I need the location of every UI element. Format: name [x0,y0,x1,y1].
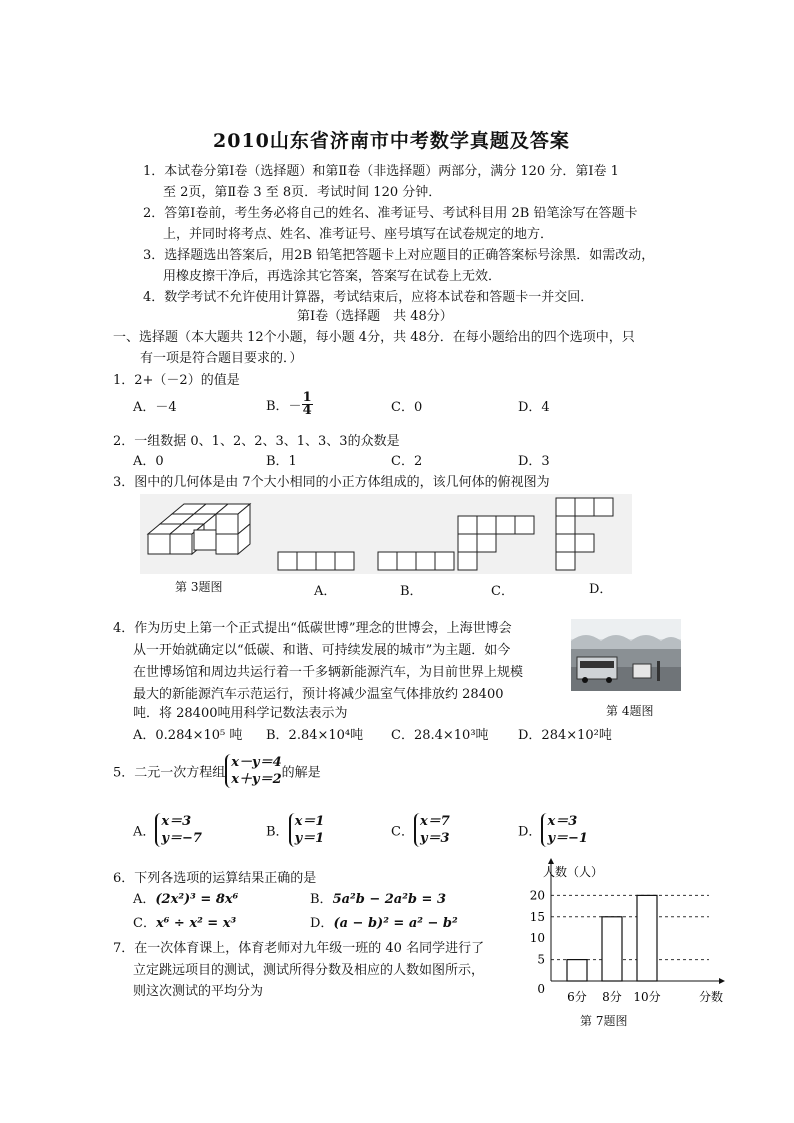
bar-8分 [602,917,622,981]
q5-option-d [518,813,588,847]
q4-line: 4．作为历史上第一个正式提出“低碳世博”理念的世博会，上海世博会 [113,621,512,636]
q5-option-d-line1: x＝3 [547,814,578,829]
q5-option-c-system [414,813,450,847]
q1-option-b-label: B．－ [266,399,302,414]
q2-option-d: D．3 [518,454,550,469]
q6-option-d-label: D． [310,916,334,931]
q5-option-b-system [289,813,325,847]
y-tick-label: 0 [537,982,545,996]
q6-option-c [133,913,236,934]
y-axis-arrow [548,858,554,864]
q6-option-b-label: B． [310,892,333,907]
q5-option-c-line2: y＝3 [419,831,450,846]
q6-option-a [133,889,238,910]
q5-option-b-line2: y＝1 [294,831,325,846]
y-axis-title: 人数（人） [543,865,604,879]
q3-label-b: B． [400,584,423,599]
note-line: 1．本试卷分第Ⅰ卷（选择题）和第Ⅱ卷（非选择题）两部分，满分 120 分．第Ⅰ卷 1 [143,164,619,179]
q5-option-a-line2: y＝−7 [161,831,202,846]
q5-option-b-line1: x＝1 [294,814,325,829]
q1-option-b [266,392,313,417]
x-axis-title: 分数 [698,990,724,1004]
x-tick-label: 8分 [602,990,622,1004]
q6-option-a-expr: (2x²)³ = 8x⁶ [155,892,239,907]
x-tick-label: 6分 [567,990,587,1004]
q5-option-a [133,813,202,847]
q5-option-c [391,813,450,847]
q5-stem [113,754,321,788]
y-tick-label: 10 [529,931,545,946]
q4-option-d: D．284×10²吨 [518,728,612,743]
q1-option-c: C．0 [391,400,423,415]
q3-caption: 第 3题图 [175,580,223,594]
q3-option-b-view [378,552,454,570]
q2-stem: 2．一组数据 0、1、2、2、3、1、3、3的众数是 [113,434,400,449]
q5-option-a-line1: x＝3 [161,814,192,829]
q6-option-c-expr: x⁶ ÷ x² = x³ [155,916,237,931]
y-tick-label: 20 [529,888,545,903]
q5-option-d-label: D． [518,824,542,840]
q7-line: 则这次测试的平均分为 [133,984,264,999]
q6-option-d-expr: (a − b)² = a² − b² [333,916,458,931]
note-line: 用橡皮擦干净后，再选涂其它答案，答案写在试卷上无效． [163,269,502,284]
q1-option-a: A．－4 [133,400,177,415]
x-axis-arrow [719,978,725,984]
q5-option-c-line1: x＝7 [419,814,450,829]
note-line: 4．数学考试不允许使用计算器，考试结束后，应将本试卷和答题卡一并交回． [143,290,594,305]
fraction-denominator: 4 [302,403,312,418]
q3-option-a-view [278,552,354,570]
q4-line: 从一开始就确定以“低碳、和谐、可持续发展的城市”为主题．如今 [133,643,511,658]
x-tick-label: 10分 [633,990,661,1004]
q3-label-d: D． [589,582,613,597]
note-line: 2．答第Ⅰ卷前，考生务必将自己的姓名、准考证号、考试科目用 2B 铅笔涂写在答题卡 [143,206,638,221]
q1-stem: 1．2+（－2）的值是 [113,373,240,388]
q5-equation-1: x－y＝4 [231,755,282,770]
note-line: 3．选择题选出答案后，用2B 铅笔把答题卡上对应题目的正确答案标号涂黑．如需改动， [143,248,655,263]
q4-option-c: C．28.4×10³吨 [391,728,489,743]
q7-line: 7．在一次体育课上，体育老师对九年级一班的 40 名同学进行了 [113,941,485,956]
bar-6分 [567,960,587,981]
q4-line: 在世博场馆和周边共运行着一千多辆新能源汽车，为目前世界上规模 [133,665,524,680]
q5-option-a-system [155,813,202,847]
q2-option-b: B．1 [266,454,297,469]
q1-option-b-fraction [302,392,313,417]
q3-label-a: A． [314,584,337,599]
y-tick-label: 5 [537,952,545,967]
q6-option-b-expr: 5a²b − 2a²b = 3 [332,892,447,907]
q6-stem: 6．下列各选项的运算结果正确的是 [113,871,317,886]
q4-line: 吨．将 28400吨用科学记数法表示为 [133,706,348,721]
q6-option-c-label: C． [133,916,156,931]
q3-label-c: C． [491,584,514,599]
q5-option-d-line2: y＝−1 [547,831,588,846]
q5-option-d-system [541,813,588,847]
q7-caption: 第 7题图 [580,1014,628,1028]
note-line: 上，并同时将考点、姓名、准考证号、座号填写在试卷规定的地方． [163,227,554,242]
fraction-numerator: 1 [302,390,312,405]
q4-option-a: A．0.284×10⁵ 吨 [133,728,243,743]
section-intro: 有一项是符合题目要求的．） [140,351,303,366]
q5-option-b-label: B． [266,824,289,840]
q5-stem-post: 的解是 [281,765,321,781]
q5-equation-system [225,754,281,788]
q6-option-d [310,913,458,934]
q4-line: 最大的新能源汽车示范运行，预计将减少温室气体排放约 28400 [133,687,504,702]
q7-bar-chart [515,856,724,1016]
part-header: 第Ⅰ卷（选择题 共 48分） [297,309,453,324]
q4-photo [571,619,681,691]
bar-10分 [637,895,657,981]
q7-line: 立定跳远项目的测试，测试所得分数及相应的人数如图所示， [133,963,485,978]
note-line: 至 2页，第Ⅱ卷 3 至 8页．考试时间 120 分钟． [163,185,442,200]
q5-option-a-label: A． [133,824,156,840]
q5-option-c-label: C． [391,824,414,840]
q5-option-b [266,813,324,847]
page-title: 2010山东省济南市中考数学真题及答案 [213,130,570,152]
section-intro: 一、选择题（本大题共 12个小题，每小题 4分，共 48分．在每小题给出的四个选项中，只 [113,330,635,345]
q5-stem-pre: 5．二元一次方程组 [113,765,226,781]
y-tick-label: 15 [529,909,545,924]
q1-option-d: D．4 [518,400,550,415]
q2-option-c: C．2 [391,454,423,469]
q3-stem: 3．图中的几何体是由 7个大小相同的小正方体组成的，该几何体的俯视图为 [113,475,550,490]
q2-option-a: A．0 [133,454,164,469]
q6-option-b [310,889,446,910]
q5-equation-2: x＋y＝2 [231,772,282,787]
q6-option-a-label: A． [133,892,156,907]
q4-caption: 第 4题图 [606,704,654,718]
q4-option-b: B．2.84×10⁴吨 [266,728,364,743]
